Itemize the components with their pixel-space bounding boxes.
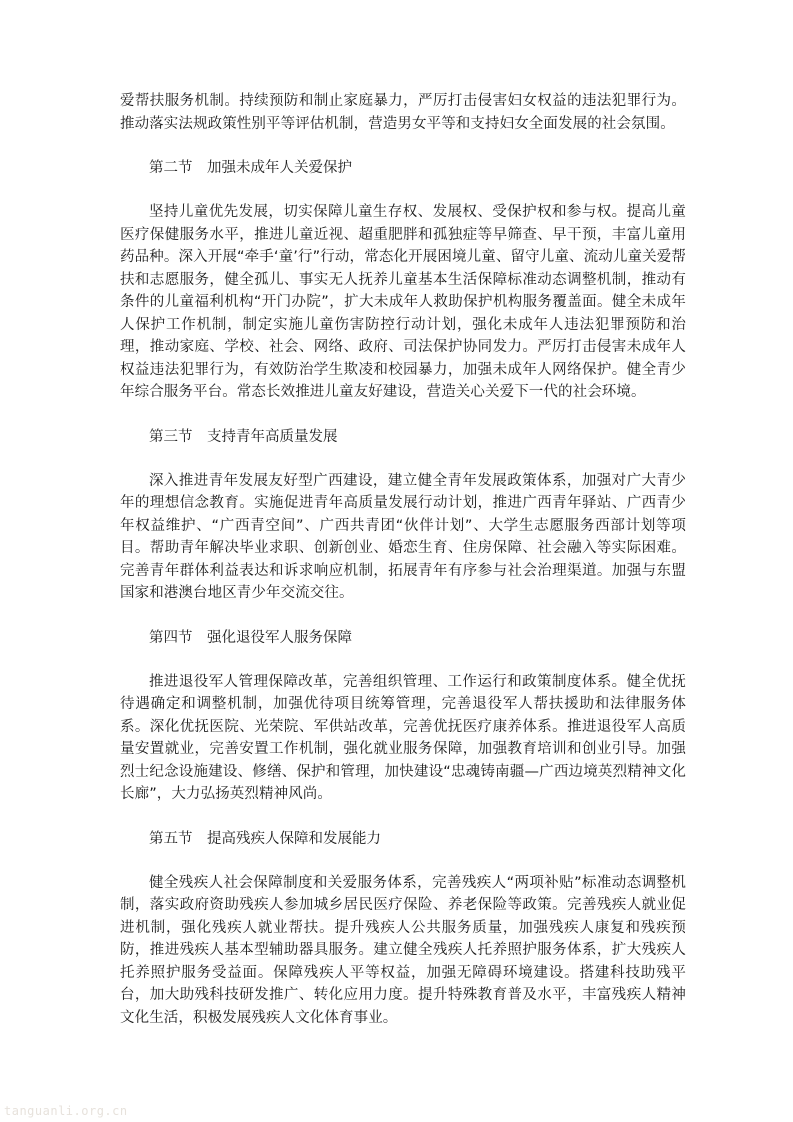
watermark-text: tanguanli.org.cn: [4, 1104, 128, 1118]
section-heading-3: 第三节 支持青年高质量发展: [149, 428, 338, 445]
intro-paragraph: 爱帮扶服务机制。持续预防和制止家庭暴力，严厉打击侵害妇女权益的违法犯罪行为。推动落实法规政策性别平等评估机制，营造男女平等和支持妇女全面发展的社会氛围。: [120, 93, 686, 132]
section-paragraph-3: 深入推进青年发展友好型广西建设，建立健全青年发展政策体系，加强对广大青少年的理想信念教育。实施促进青年高质量发展行动计划，推进广西青年驿站、广西青少年权益维护、“广西青空间”、广西共青团“伙伴计划”、大学生志愿服务西部计划等项目。帮助青年解决毕业求职、创新创业、婚恋生育、住房保障、社会融入等实际困难。完善青年群体利益表达和诉求响应机制，拓展青年有序参与社会治理渠道。加强与东盟国家和港澳台地区青少年交流交往。: [120, 472, 686, 601]
section-paragraph-4: 推进退役军人管理保障改革，完善组织管理、工作运行和政策制度体系。健全优抚待遇确定和调整机制，加强优待项目统筹管理，完善退役军人帮扶援助和法律服务体系。深化优抚医院、光荣院、军供站改革，完善优抚医疗康养体系。推进退役军人高质量安置就业，完善安置工作机制，强化就业服务保障，加强教育培训和创业引导。加强烈士纪念设施建设、修缮、保护和管理，加快建设“忠魂铸南疆—广西边境英烈精神文化长廊”，大力弘扬英烈精神风尚。: [120, 673, 686, 802]
section-paragraph-5: 健全残疾人社会保障制度和关爱服务体系，完善残疾人“两项补贴”标准动态调整机制，落实政府资助残疾人参加城乡居民医疗保险、养老保险等政策。完善残疾人就业促进机制，强化残疾人就业帮扶。提升残疾人公共服务质量，加强残疾人康复和残疾预防，推进残疾人基本型辅助器具服务。建立健全残疾人托养照护服务体系，扩大残疾人托养照护服务受益面。保障残疾人平等权益，加强无障碍环境建设。搭建科技助残平台，加大助残科技研发推广、转化应用力度。提升特殊教育普及水平，丰富残疾人精神文化生活，积极发展残疾人文化体育事业。: [120, 874, 686, 1026]
section-heading-2: 第二节 加强未成年人关爱保护: [149, 160, 352, 176]
section-heading-5: 第五节 提高残疾人保障和发展能力: [149, 830, 381, 847]
section-paragraph-2: 坚持儿童优先发展，切实保障儿童生存权、发展权、受保护权和参与权。提高儿童医疗保健服务水平，推进儿童近视、超重肥胖和孤独症等早筛查、早干预，丰富儿童用药品种。深入开展“牵手‘童’行”行动，常态化开展困境儿童、留守儿童、流动儿童关爱帮扶和志愿服务，健全孤儿、事实无人抚养儿童基本生活保障标准动态调整机制，推动有条件的儿童福利机构“开门办院”，扩大未成年人救助保护机构服务覆盖面。健全未成年人保护工作机制，制定实施儿童伤害防控行动计划，强化未成年人违法犯罪预防和治理，推动家庭、学校、社会、网络、政府、司法保护协同发力。严厉打击侵害未成年人权益违法犯罪行为，有效防治学生欺凌和校园暴力，加强未成年人网络保护。健全青少年综合服务平台。常态长效推进儿童友好建设，营造关心关爱下一代的社会环境。: [120, 204, 686, 400]
section-heading-4: 第四节 强化退役军人服务保障: [149, 629, 352, 646]
document-page: [120, 90, 686, 1029]
